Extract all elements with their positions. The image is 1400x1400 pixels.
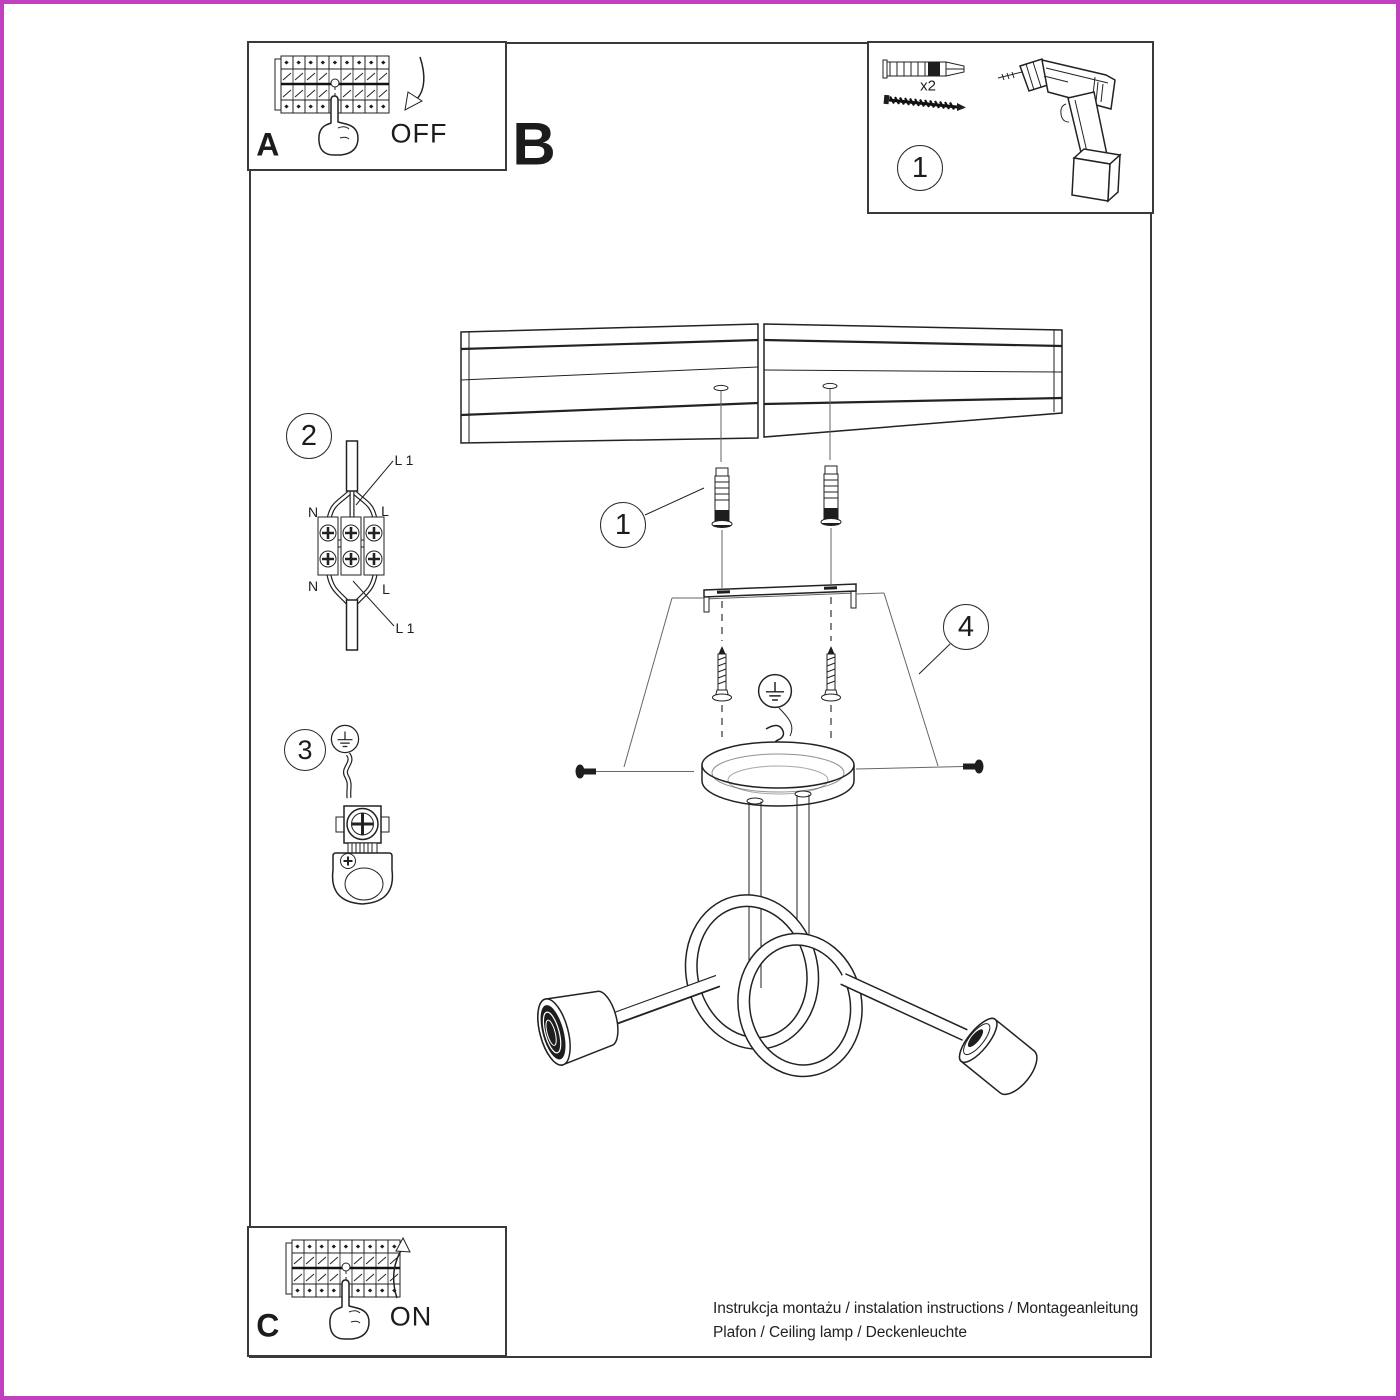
section-b-frame (250, 43, 1151, 1357)
l-bottom-label: L (382, 581, 390, 597)
step-c-label: C (256, 1307, 280, 1344)
footer-title-line: Instrukcja montażu / instalation instructions / Montageanleitung (713, 1300, 1139, 1317)
off-label: OFF (390, 118, 448, 149)
ground-symbol-canopy-icon (759, 675, 792, 708)
l1-top-label: L 1 (394, 452, 414, 468)
n-top-label: N (307, 504, 319, 520)
step-a-label: A (256, 126, 280, 163)
step-3-badge: 3 (284, 729, 326, 771)
n-bottom-label: N (307, 578, 319, 594)
l-top-label: L (381, 503, 389, 519)
plug-quantity-label: x2 (920, 77, 936, 95)
on-label: ON (389, 1301, 433, 1332)
ground-symbol-icon (331, 725, 358, 752)
canopy-callout-badge: 4 (943, 604, 989, 650)
drill-hole-marker-left (714, 385, 728, 390)
step-2-badge: 2 (286, 413, 332, 459)
lamp-cable-bottom (347, 600, 358, 650)
drill-hole-marker-right (823, 383, 837, 388)
step-1-badge: 1 (897, 145, 943, 191)
wall-anchor-left (712, 468, 732, 528)
anchor-callout-badge: 1 (600, 502, 646, 548)
step-b-label: B (512, 110, 556, 178)
mains-cable-top (347, 441, 358, 491)
footer-product-line: Plafon / Ceiling lamp / Deckenleuchte (713, 1324, 967, 1341)
wall-anchor-right (821, 466, 841, 526)
l1-bottom-label: L 1 (395, 620, 415, 636)
